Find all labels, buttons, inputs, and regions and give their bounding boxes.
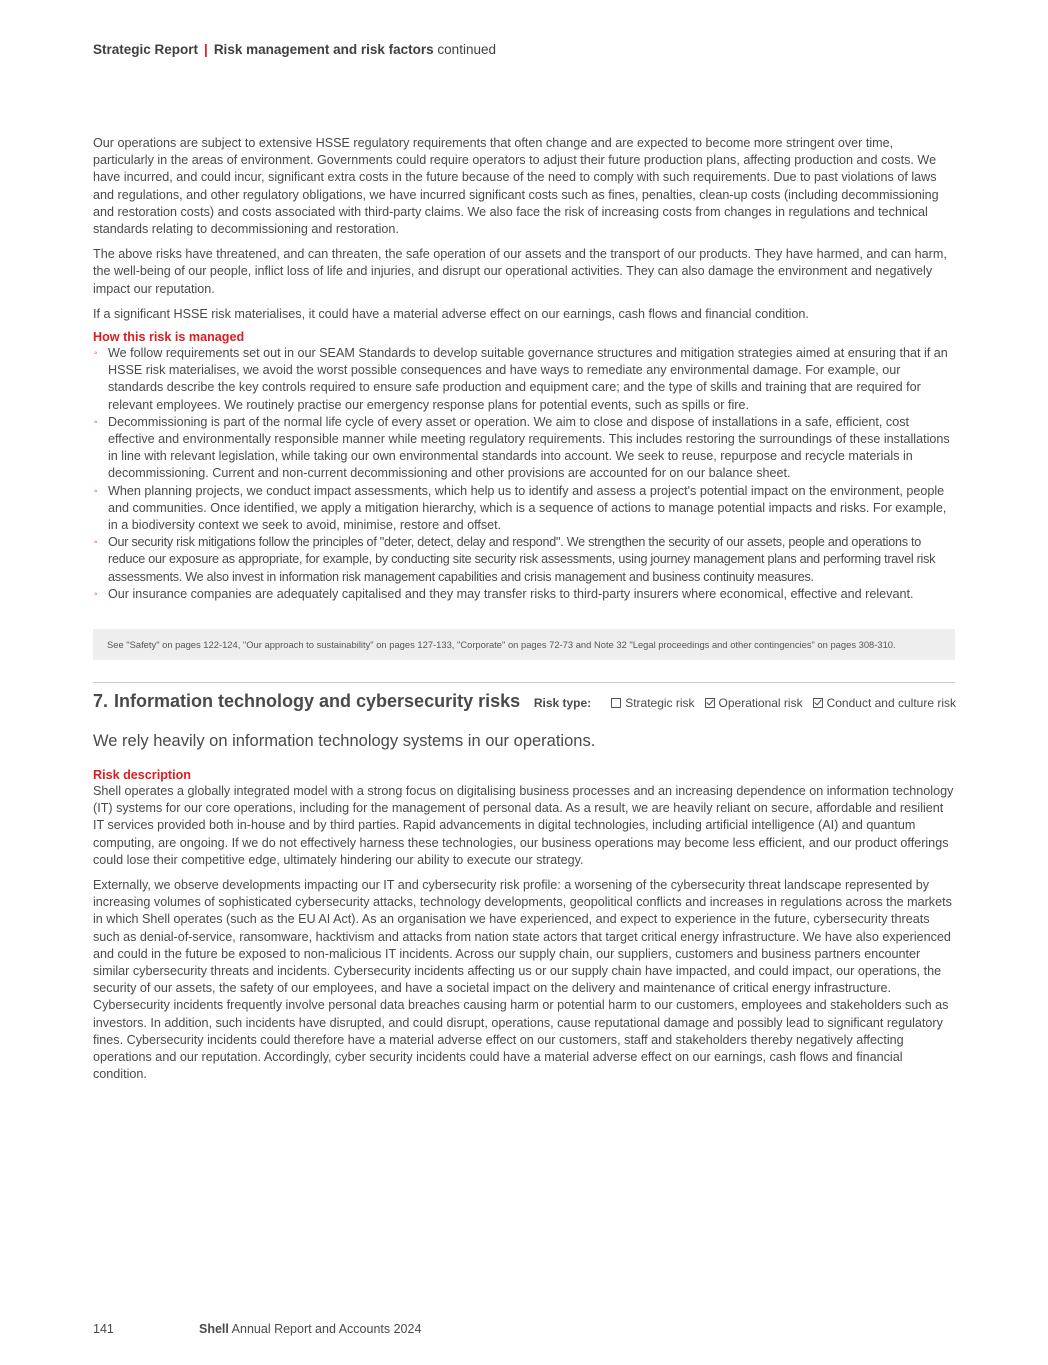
bullet-icon: ◦: [94, 588, 98, 600]
risk-type-operational: [705, 696, 803, 710]
section-number: 7.: [93, 691, 109, 711]
header-topic: Risk management and risk factors: [213, 42, 434, 57]
page-header: [93, 42, 496, 57]
footer-title: Annual Report and Accounts 2024: [231, 1322, 422, 1336]
mitigation-list: [93, 345, 956, 603]
risk-type-legend: [534, 696, 956, 710]
list-item-text: Our insurance companies are adequately capitalised and they may transfer risks to third-party insurers where economical, effective and relevant.: [108, 586, 914, 601]
hsse-paragraph: Our operations are subject to extensive HSSE regulatory requirements that often change and are expected to become more stringent over time, particularly in the areas of environment. Governments could require operators to adjust their future production plans, affecting production and costs. We have incurred, and could incur, significant extra costs in the future because of the need to comply with such requirements. Due to past violations of laws and regulations, and other regulatory obligations, we have incurred significant costs such as fines, penalties, clean-up costs (including decommissioning and restoration costs) and costs associated with third-party claims. We also face the risk of increasing costs from changes in regulations and technical standards relating to decommissioning and restoration.: [93, 136, 939, 237]
section-subtitle: We rely heavily on information technology systems in our operations.: [93, 732, 596, 750]
bullet-icon: ◦: [94, 485, 98, 497]
checked-box-icon: [813, 698, 823, 708]
risk-type-strategic: [611, 696, 694, 710]
list-item: [93, 483, 956, 535]
hsse-paragraph: The above risks have threatened, and can threaten, the safe operation of our assets and the transport of our products. They have harmed, and can harm, the well-being of our people, inflict loss of life and injuries, and disrupt our operational activities. They can also damage the environment and negatively impact our reputation.: [93, 247, 947, 296]
list-item: [93, 586, 956, 603]
risk-description-heading: Risk description: [93, 768, 191, 782]
list-item: [93, 414, 956, 483]
it-risk-content: [93, 767, 956, 1091]
bullet-icon: ◦: [94, 537, 98, 549]
checked-box-icon: [705, 698, 715, 708]
list-item-text: We follow requirements set out in our SEAM Standards to develop suitable governance structures and mitigation strategies aimed at ensuring that if an HSSE risk materialises, we avoid the worst possible consequences and have ways to remediate any environmental damage. For example, our standards describe the key controls required to ensure safe production and equipment care; and the type of skills and training that are required for relevant employees. We routinely practise our emergency response plans for potential events, such as spills or fire.: [108, 346, 948, 412]
list-item-text: Our security risk mitigations follow the principles of "deter, detect, delay and respond". We strengthen the security of our assets, people and operations to reduce our exposure as appropriate, for example, by conducting site security risk assessments, using journey management plans and performing travel risk assessments. We also invest in information risk management capabilities and crisis management and business continuity measures.: [108, 535, 936, 584]
bullet-icon: ◦: [94, 348, 98, 360]
footer-publication: [199, 1322, 421, 1336]
header-continued: continued: [437, 42, 496, 57]
list-item: [93, 534, 956, 586]
footer-brand: Shell: [199, 1322, 229, 1336]
section-divider: [93, 682, 955, 683]
list-item-text: When planning projects, we conduct impact assessments, which help us to identify and assess a project's potential impact on the environment, people and communities. Once identified, we apply a mitigation hierarchy, which is a sequence of actions to manage potential impacts and risks. For example, in a biodiversity context we seek to avoid, minimise, restore and offset.: [108, 483, 947, 533]
see-also-box: [93, 629, 955, 660]
hsse-risk-content: [93, 135, 956, 603]
risk-type-option-label: Operational risk: [718, 696, 803, 710]
unchecked-box-icon: [611, 698, 621, 708]
hsse-paragraph: If a significant HSSE risk materialises, it could have a material adverse effect on our earnings, cash flows and financial condition.: [93, 306, 809, 321]
risk-type-option-label: Strategic risk: [625, 696, 695, 710]
header-section: Strategic Report: [93, 42, 199, 57]
risk-type-conduct: [813, 696, 956, 710]
section-title-text: Information technology and cybersecurity risks: [114, 691, 521, 711]
risk-type-option-label: Conduct and culture risk: [826, 696, 956, 710]
bullet-icon: ◦: [94, 416, 98, 428]
list-item-text: Decommissioning is part of the normal life cycle of every asset or operation. We aim to close and dispose of installations in a safe, efficient, cost effective and environmentally responsible manner while meeting regulatory requirements. This includes restoring the surroundings of these installations in line with relevant legislation, while taking our own environmental standards into account. We seek to reuse, repurpose and recycle materials in decommissioning. Current and non-current decommissioning and other provisions are accounted for on our balance sheet.: [108, 414, 950, 481]
how-managed-heading: How this risk is managed: [93, 330, 245, 345]
it-paragraph: Externally, we observe developments impacting our IT and cybersecurity risk profile: a worsening of the cybersecurity threat landscape represented by increasing volumes of sophisticated cybersecurity attacks, technology developments, geopolitical conflicts and increases in regulations across the markets in which Shell operates (such as the EU AI Act). As an organisation we have experienced, and expect to experience in the future, cybersecurity threats such as denial-of-service, ransomware, hacktivism and attacks from nation state actors that target critical energy infrastructure. We have also experienced and could in the future be exposed to non-malicious IT incidents. Across our supply chain, our suppliers, customers and business partners encounter similar cybersecurity threats and incidents. Cybersecurity incidents affecting us or our supply chain have impacted, and could impact, our operations, the security of our assets, the safety of our employees, and have a societal impact on the delivery and maintenance of critical energy infrastructure. Cybersecurity incidents frequently involve personal data breaches causing harm or potential harm to our customers, employees and stakeholders such as investors. In addition, such incidents have disrupted, and could disrupt, operations, cause reputational damage and possibly lead to significant regulatory fines. Cybersecurity incidents could therefore have a material adverse effect on our customers, staff and stakeholders thereby negatively affecting operations and our reputation. Accordingly, cyber security incidents could have a material adverse effect on our earnings, cash flows and financial condition.: [93, 878, 952, 1082]
page-number: 141: [93, 1322, 114, 1336]
header-separator: |: [204, 42, 208, 57]
section-7-title: [93, 691, 520, 712]
it-paragraph: Shell operates a globally integrated model with a strong focus on digitalising business processes and an increasing dependence on information technology (IT) systems for our core operations, including for the management of personal data. As a result, we are heavily reliant on secure, affordable and resilient IT services provided both in-house and by third parties. Rapid advancements in digital technologies, including artificial intelligence (AI) and quantum computing, are ongoing. If we do not effectively harness these technologies, our business operations may become less efficient, and our product offerings could lose their competitive edge, ultimately hindering our ability to execute our strategy.: [93, 784, 954, 867]
list-item: [93, 345, 956, 414]
see-also-text: See "Safety" on pages 122-124, "Our approach to sustainability" on pages 127-133, "Corporate" on pages 72-73 and Note 32 "Legal proceedings and other contingencies" on pages 308-310.: [107, 639, 896, 650]
risk-type-label: Risk type:: [533, 696, 592, 710]
